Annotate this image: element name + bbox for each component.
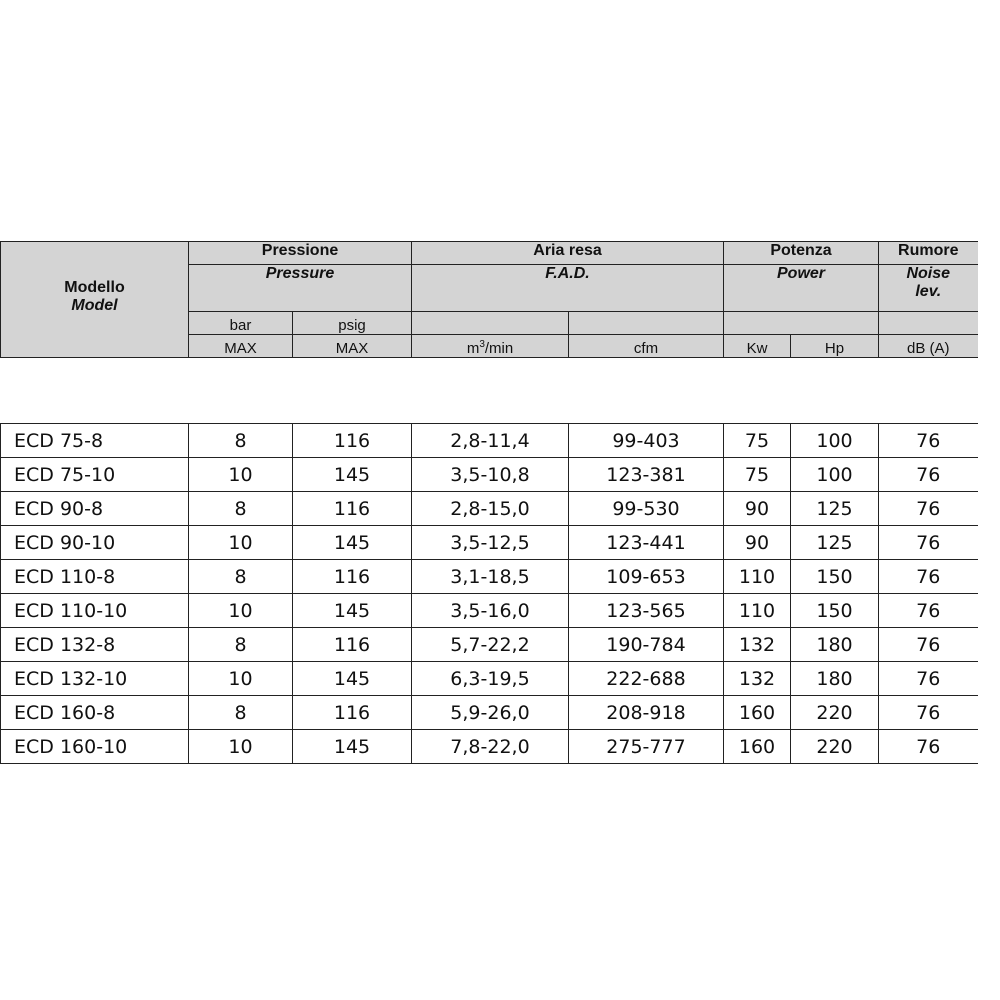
cell-kw: 75 <box>724 424 791 458</box>
cell-cfm: 99-530 <box>569 492 724 526</box>
cell-cfm: 275-777 <box>569 730 724 764</box>
unit-m3-sup: 3 <box>479 339 485 350</box>
cell-db: 76 <box>879 424 978 458</box>
cell-bar: 8 <box>189 628 293 662</box>
cell-db: 76 <box>879 526 978 560</box>
cell-psig: 116 <box>293 424 412 458</box>
cell-model: ECD 110-10 <box>1 594 189 628</box>
cell-bar: 8 <box>189 560 293 594</box>
cell-hp: 100 <box>791 424 879 458</box>
cell-cfm: 99-403 <box>569 424 724 458</box>
cell-m3: 5,9-26,0 <box>412 696 569 730</box>
cell-m3: 2,8-11,4 <box>412 424 569 458</box>
unit-hp: Hp <box>791 335 879 358</box>
pressure-header-en: Pressure <box>189 265 412 312</box>
table-row <box>1 526 978 560</box>
cell-model: ECD 90-8 <box>1 492 189 526</box>
power-header-it: Potenza <box>724 242 879 265</box>
spec-data-table <box>0 423 978 764</box>
table-row <box>1 628 978 662</box>
cell-psig: 145 <box>293 458 412 492</box>
spec-rows <box>1 424 978 764</box>
unit-fad-blank-1 <box>412 312 569 335</box>
cell-m3: 7,8-22,0 <box>412 730 569 764</box>
cell-hp: 220 <box>791 730 879 764</box>
cell-cfm: 190-784 <box>569 628 724 662</box>
cell-cfm: 123-381 <box>569 458 724 492</box>
cell-cfm: 123-441 <box>569 526 724 560</box>
cell-db: 76 <box>879 696 978 730</box>
noise-header-en-line1: Noise <box>906 265 951 282</box>
model-header <box>1 242 189 358</box>
cell-db: 76 <box>879 730 978 764</box>
cell-db: 76 <box>879 560 978 594</box>
fad-header-it: Aria resa <box>412 242 724 265</box>
model-header-en: Model <box>71 296 118 314</box>
cell-hp: 180 <box>791 628 879 662</box>
cell-model: ECD 75-10 <box>1 458 189 492</box>
cell-model: ECD 132-10 <box>1 662 189 696</box>
cell-db: 76 <box>879 458 978 492</box>
power-header-en: Power <box>724 265 879 312</box>
table-row <box>1 458 978 492</box>
spec-header-table <box>0 241 978 358</box>
cell-kw: 110 <box>724 560 791 594</box>
unit-m3-min <box>412 335 569 358</box>
cell-m3: 3,5-10,8 <box>412 458 569 492</box>
cell-db: 76 <box>879 594 978 628</box>
cell-kw: 75 <box>724 458 791 492</box>
fad-header-en: F.A.D. <box>412 265 724 312</box>
cell-m3: 3,5-12,5 <box>412 526 569 560</box>
unit-bar: bar <box>189 312 293 335</box>
max-psig: MAX <box>293 335 412 358</box>
cell-m3: 3,1-18,5 <box>412 560 569 594</box>
cell-db: 76 <box>879 662 978 696</box>
table-row <box>1 696 978 730</box>
unit-db: dB (A) <box>879 335 978 358</box>
cell-m3: 5,7-22,2 <box>412 628 569 662</box>
unit-noise-blank <box>879 312 978 335</box>
cell-hp: 100 <box>791 458 879 492</box>
cell-kw: 110 <box>724 594 791 628</box>
cell-psig: 145 <box>293 662 412 696</box>
table-row <box>1 560 978 594</box>
cell-psig: 116 <box>293 492 412 526</box>
cell-psig: 116 <box>293 696 412 730</box>
cell-kw: 90 <box>724 492 791 526</box>
cell-bar: 8 <box>189 424 293 458</box>
model-header-it: Modello <box>64 278 125 296</box>
cell-cfm: 208-918 <box>569 696 724 730</box>
cell-kw: 132 <box>724 662 791 696</box>
pressure-header-it: Pressione <box>189 242 412 265</box>
max-bar: MAX <box>189 335 293 358</box>
noise-header-en-line2: lev. <box>915 283 942 300</box>
cell-m3: 2,8-15,0 <box>412 492 569 526</box>
noise-header-it: Rumore <box>879 242 978 265</box>
cell-model: ECD 160-8 <box>1 696 189 730</box>
cell-model: ECD 110-8 <box>1 560 189 594</box>
cell-hp: 220 <box>791 696 879 730</box>
table-row <box>1 424 978 458</box>
cell-db: 76 <box>879 628 978 662</box>
table-row <box>1 730 978 764</box>
cell-bar: 8 <box>189 492 293 526</box>
cell-psig: 145 <box>293 594 412 628</box>
unit-m3-base: m <box>466 340 480 357</box>
cell-model: ECD 160-10 <box>1 730 189 764</box>
cell-psig: 116 <box>293 560 412 594</box>
cell-kw: 160 <box>724 730 791 764</box>
cell-kw: 132 <box>724 628 791 662</box>
cell-model: ECD 75-8 <box>1 424 189 458</box>
cell-model: ECD 90-10 <box>1 526 189 560</box>
cell-db: 76 <box>879 492 978 526</box>
cell-psig: 145 <box>293 730 412 764</box>
unit-kw: Kw <box>724 335 791 358</box>
cell-cfm: 123-565 <box>569 594 724 628</box>
cell-bar: 10 <box>189 662 293 696</box>
unit-psig: psig <box>293 312 412 335</box>
table-row <box>1 662 978 696</box>
cell-kw: 160 <box>724 696 791 730</box>
cell-bar: 10 <box>189 526 293 560</box>
cell-psig: 145 <box>293 526 412 560</box>
cell-cfm: 222-688 <box>569 662 724 696</box>
table-row <box>1 594 978 628</box>
cell-bar: 8 <box>189 696 293 730</box>
table-row <box>1 492 978 526</box>
cell-kw: 90 <box>724 526 791 560</box>
cell-bar: 10 <box>189 458 293 492</box>
cell-psig: 116 <box>293 628 412 662</box>
cell-hp: 150 <box>791 594 879 628</box>
cell-bar: 10 <box>189 730 293 764</box>
unit-fad-blank-2 <box>569 312 724 335</box>
noise-header-en <box>879 265 978 312</box>
cell-m3: 3,5-16,0 <box>412 594 569 628</box>
cell-cfm: 109-653 <box>569 560 724 594</box>
cell-hp: 150 <box>791 560 879 594</box>
cell-hp: 180 <box>791 662 879 696</box>
unit-power-blank <box>724 312 879 335</box>
cell-hp: 125 <box>791 492 879 526</box>
cell-hp: 125 <box>791 526 879 560</box>
unit-cfm: cfm <box>569 335 724 358</box>
unit-m3-rest: /min <box>484 340 514 357</box>
cell-m3: 6,3-19,5 <box>412 662 569 696</box>
cell-bar: 10 <box>189 594 293 628</box>
cell-model: ECD 132-8 <box>1 628 189 662</box>
